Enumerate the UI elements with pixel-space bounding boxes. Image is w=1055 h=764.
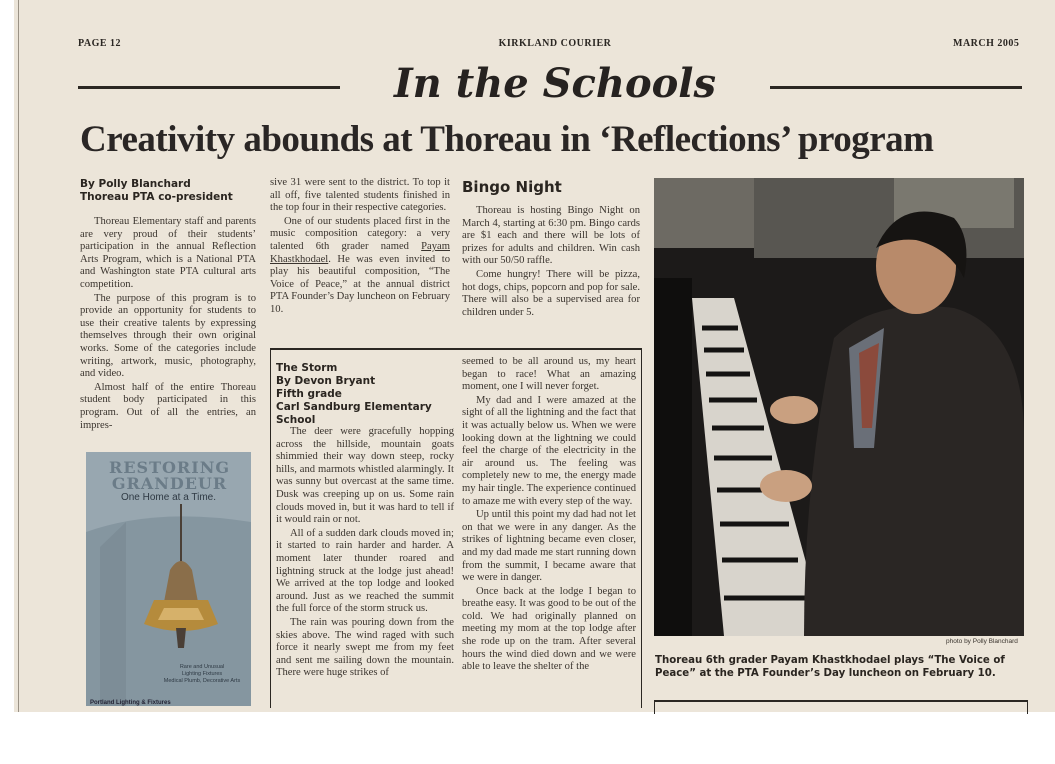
storm-box-right [641,348,642,708]
bingo-title: Bingo Night [462,178,562,196]
ad-footer: Portland Lighting & Fixtures [90,700,171,706]
storm-grade: Fifth grade [276,388,342,400]
newspaper-name: KIRKLAND COURIER [498,38,612,49]
storm-box-top [270,348,642,350]
paragraph: The deer were gracefully hopping across the hillside, mountain goats shimmied their way down steep, rocky hills, and marmots whistled alarmingly. It was sunny but overcast at the same time. Dusk was creeping up on us. Some rain clouds moved in, but it was hard to tell if it would rain or not. [276,426,454,526]
piano-scene [654,178,1024,636]
ad-small-line: Rare and Unusual [179,664,225,670]
main-article-col1 [80,216,256,433]
ad-title-line-2: GRANDEUR [111,474,228,493]
section-title: In the Schools [393,60,717,107]
bingo-article [462,205,640,320]
paragraph: Once back at the lodge I began to breathe easy. It was good to be out of the cold. We had originally planned on meeting my mom at the top lodge after she rode up on the tram. After several hours the wind died down and we were able to leave the shelter of the [462,585,636,673]
issue-date: MARCH 2005 [953,38,1020,49]
storm-heading [276,362,466,427]
paragraph: Thoreau is hosting Bingo Night on March 4, starting at 6:30 pm. Bingo cards are $1 each and there will be lots of prizes for adults and children. Win cash with our 50/50 raffle. [462,205,640,267]
paragraph: sive 31 were sent to the district. To top it all off, five talented students finished in the top four in their respective categories. [270,177,450,214]
storm-col1 [276,426,454,681]
storm-author: By Devon Bryant [276,375,376,387]
paragraph [270,216,450,317]
paragraph: seemed to be all around us, my heart began to race! What an amazing moment, one I will never forget. [462,356,636,393]
main-article-col2 [270,177,450,318]
byline-author: By Polly Blanchard [80,178,191,190]
ad-small-line: Lighting Fixtures [181,671,223,677]
storm-title: The Storm [276,362,338,374]
paragraph: Up until this point my dad had not let on that we were in any danger. As the strikes of lightning became even closer, and my dad made me start running down from the summit, I became aware that we were in danger. [462,509,636,584]
photo-boy-playing-piano [654,178,1024,636]
ad-small-line: Medical Plumb, Decorative Arts [163,678,241,684]
bottom-box-edge [654,700,1028,714]
text-span: . He was even invited to play his beautiful composition, “The Voice of Peace,” at the annual district PTA Founder’s Day luncheon on February 10. [270,253,450,315]
paragraph: Come hungry! There will be pizza, hot dogs, chips, popcorn and pop for sale. There will also be a supervised area for children under 5. [462,268,640,318]
photo-credit: photo by Polly Blanchard [946,638,1018,645]
section-rule-right [770,86,1022,89]
paragraph: Thoreau Elementary staff and parents are very proud of their students’ participation in the annual Reflection Arts Program, which is a National PTA and Washington state PTA cultural arts competition. [80,216,256,290]
ad-tagline: One Home at a Time. [120,492,217,503]
storm-col2 [462,356,636,675]
paragraph: My dad and I were amazed at the sight of all the lightning and the fact that it was actually below us. When we were looking down at the lightning we could feel the charge of the electricity in the air around us. The feeling was completely new to me, the energy made my hair tingle. The experience continued to amaze me with every step of the way. [462,394,636,507]
student-name: Payam Khastkhodael [270,240,450,265]
paragraph: The purpose of this program is to provide an opportunity for students to use their creative talents by expressing themselves through their own original works. Some of the categories include writing, artwork, music, photography, and video. [80,292,256,380]
paragraph: The rain was pouring down from the skies above. The wind raged with such force it nearly swept me from my feet and sent me sailing down the mountain. There were huge strikes of [276,616,454,679]
photo-caption: Thoreau 6th grader Payam Khastkhodael plays “The Voice of Peace” at the PTA Founder’s Day luncheon on February 10. [655,655,1005,679]
page-number: PAGE 12 [78,38,122,49]
byline [80,178,260,204]
paragraph: All of a sudden dark clouds moved in; it started to rain harder and harder. A moment later thunder roared and lightning struck at the lodge just ahead! We arrived at the top lodge and looked around. Just as we reached the summit the full force of the storm struck us. [276,527,454,615]
headline: Creativity abounds at Thoreau in ‘Reflections’ program [80,119,934,160]
ad-title-line-1: RESTORING [109,458,230,477]
advertisement [86,452,251,706]
ad-small-print [156,664,248,685]
storm-box-left [270,348,271,708]
text-span: One of our students placed first in the music composition category: a very talented 6th grader named [270,215,450,252]
storm-school: Carl Sandburg Elementary School [276,401,432,426]
paragraph: Almost half of the entire Thoreau student body participated in this program. Out of all the entries, an impres- [80,381,256,431]
byline-title: Thoreau PTA co-president [80,191,233,203]
